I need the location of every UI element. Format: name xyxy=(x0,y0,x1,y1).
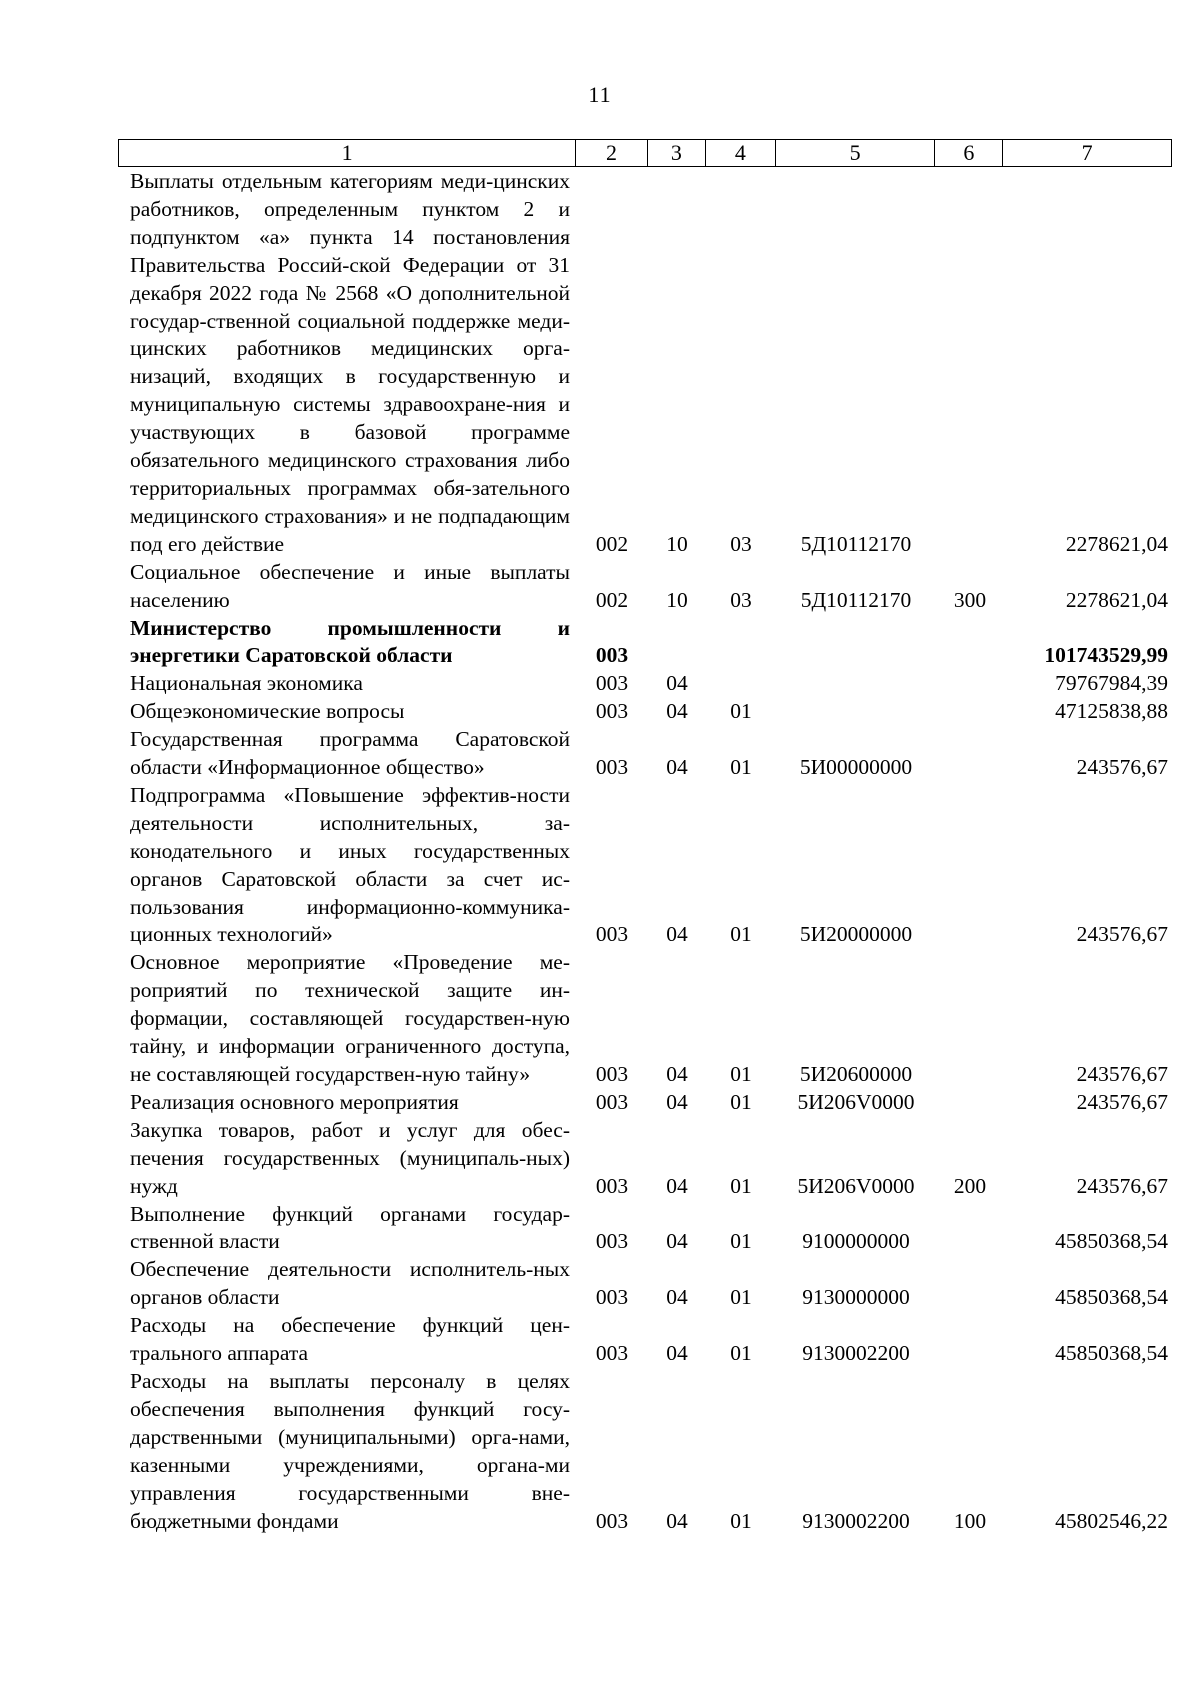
table-row xyxy=(118,1117,1172,1201)
header-col-1: 1 xyxy=(119,140,576,166)
row-col-3: 10 xyxy=(666,587,688,612)
header-col-5: 5 xyxy=(776,140,936,166)
row-col-2: 003 xyxy=(595,643,629,668)
table-header xyxy=(118,139,1172,167)
row-amount: 45802546,22 xyxy=(1055,1508,1168,1533)
row-col-2: 003 xyxy=(595,1229,629,1254)
row-col-5: 5И206V0000 xyxy=(797,1089,915,1114)
row-amount: 243576,67 xyxy=(1076,1173,1168,1198)
row-description: Выплаты отдельным категориям меди-цинских работников, определенным пунктом 2 и подпунктом «а» пункта 14 постановления Правительства Россий-ской Федерации от 31 декабря 2022 года № 2568 «О дополнительной государ-ственной социальной поддержке меди-цинских работников медицинских орга-низаций, входящих в государственную и муниципальную системы здравоохране-ния и участвующих в базовой программе обязательного медицинского страхования либо территориальных программах обя-зательного медицинского страхования» и не подпадающим под его действие xyxy=(130,169,570,556)
table-row xyxy=(118,1312,1172,1368)
row-description: Расходы на выплаты персоналу в целях обеспечения выполнения функций госу-дарственными (муниципальными) орга-нами, казенными учреждениями, органа-ми управления государственными вне-бюджетными фондами xyxy=(130,1368,570,1533)
row-col-3: 04 xyxy=(666,1508,688,1533)
row-col-4: 01 xyxy=(730,1229,752,1254)
row-col-4: 03 xyxy=(730,587,752,612)
row-amount: 45850368,54 xyxy=(1055,1341,1168,1366)
header-col-4: 4 xyxy=(706,140,776,166)
row-col-3: 04 xyxy=(666,1089,688,1114)
row-description: Реализация основного мероприятия xyxy=(130,1089,459,1114)
header-col-3: 3 xyxy=(648,140,706,166)
table-row xyxy=(118,698,1172,726)
row-col-2: 003 xyxy=(595,699,629,724)
row-col-3: 10 xyxy=(666,531,688,556)
row-description: Закупка товаров, работ и услуг для обес-печения государственных (муниципаль-ных) нужд xyxy=(130,1117,570,1198)
table-row xyxy=(118,615,1172,671)
row-description: Министерство промышленности и энергетики Саратовской области xyxy=(130,615,570,668)
table-row xyxy=(118,1368,1172,1535)
row-amount: 243576,67 xyxy=(1076,922,1168,947)
row-col-2: 002 xyxy=(595,587,629,612)
row-description: Основное мероприятие «Проведение ме-роприятий по технической защите ин-формации, составляющей государствен-ную тайну, и информации ограниченного доступа, не составляющей государствен-ную тайну» xyxy=(130,950,570,1086)
table-row xyxy=(118,1201,1172,1257)
row-col-4: 01 xyxy=(730,699,752,724)
row-amount: 2278621,04 xyxy=(1065,531,1168,556)
row-description: Расходы на обеспечение функций цен-трального аппарата xyxy=(130,1313,570,1366)
row-col-5: 9130002200 xyxy=(802,1341,910,1366)
table-row xyxy=(118,559,1172,615)
row-col-6: 300 xyxy=(953,587,987,612)
header-col-7: 7 xyxy=(1081,140,1093,165)
row-description: Общеэкономические вопросы xyxy=(130,699,405,724)
table-row xyxy=(118,1089,1172,1117)
row-description: Национальная экономика xyxy=(130,671,363,696)
row-col-4: 01 xyxy=(730,1285,752,1310)
row-col-4: 01 xyxy=(730,1089,752,1114)
row-col-2: 003 xyxy=(595,1341,629,1366)
row-col-3: 04 xyxy=(666,1173,688,1198)
row-col-2: 003 xyxy=(595,1173,629,1198)
row-col-5: 9130002200 xyxy=(802,1508,910,1533)
row-col-5: 5И206V0000 xyxy=(797,1173,915,1198)
row-amount: 45850368,54 xyxy=(1055,1285,1168,1310)
row-col-4: 01 xyxy=(730,1062,752,1086)
row-col-3: 04 xyxy=(666,1285,688,1310)
table-body xyxy=(118,168,1172,1535)
row-amount: 45850368,54 xyxy=(1055,1229,1168,1254)
row-col-5: 5Д10112170 xyxy=(800,531,912,556)
row-col-4: 03 xyxy=(730,531,752,556)
row-col-5: 5И20000000 xyxy=(799,922,913,947)
row-col-5: 9130000000 xyxy=(802,1285,910,1310)
table-row xyxy=(118,726,1172,782)
row-col-4: 01 xyxy=(730,755,752,780)
row-col-3: 04 xyxy=(666,922,688,947)
row-col-2: 003 xyxy=(595,671,629,696)
row-amount: 243576,67 xyxy=(1076,1089,1168,1114)
header-col-6: 6 xyxy=(935,140,1003,166)
row-col-2: 003 xyxy=(595,922,629,947)
row-description: Обеспечение деятельности исполнитель-ных органов области xyxy=(130,1257,570,1310)
row-description: Социальное обеспечение и иные выплаты населению xyxy=(130,559,570,612)
row-description: Подпрограмма «Повышение эффектив-ности деятельности исполнительных, за-конодательного и иных государственных органов Саратовской области за счет ис-пользования информационно-коммуника-ционных технологий» xyxy=(130,782,570,947)
table-row xyxy=(118,949,1172,1089)
table-row xyxy=(118,782,1172,949)
row-col-4: 01 xyxy=(730,1173,752,1198)
row-col-3: 04 xyxy=(666,699,688,724)
row-col-5: 5И20600000 xyxy=(799,1062,913,1086)
row-col-2: 003 xyxy=(595,1089,629,1114)
row-col-3: 04 xyxy=(666,1229,688,1254)
row-col-5: 5И00000000 xyxy=(799,755,913,780)
table-row xyxy=(118,670,1172,698)
row-col-2: 002 xyxy=(595,531,629,556)
row-amount: 101743529,99 xyxy=(1044,643,1168,668)
header-col-2: 2 xyxy=(576,140,648,166)
row-col-4: 01 xyxy=(730,1341,752,1366)
page-number: 11 xyxy=(588,82,612,107)
row-description: Выполнение функций органами государ-ственной власти xyxy=(130,1201,570,1254)
row-amount: 47125838,88 xyxy=(1055,699,1168,724)
row-col-2: 003 xyxy=(595,1285,629,1310)
row-description: Государственная программа Саратовской области «Информационное общество» xyxy=(130,727,570,780)
row-col-6: 200 xyxy=(953,1173,987,1198)
row-col-3: 04 xyxy=(666,1341,688,1366)
row-col-4: 01 xyxy=(730,1508,752,1533)
row-col-4: 01 xyxy=(730,922,752,947)
row-amount: 243576,67 xyxy=(1076,1062,1168,1086)
row-col-5: 9100000000 xyxy=(802,1229,910,1254)
row-col-3: 04 xyxy=(666,755,688,780)
row-amount: 2278621,04 xyxy=(1065,587,1168,612)
row-col-3: 04 xyxy=(666,1062,688,1086)
row-amount: 79767984,39 xyxy=(1055,671,1168,696)
row-amount: 243576,67 xyxy=(1076,755,1168,780)
row-col-2: 003 xyxy=(595,1062,629,1086)
row-col-5: 5Д10112170 xyxy=(800,587,912,612)
table-row xyxy=(118,168,1172,559)
row-col-2: 003 xyxy=(595,1508,629,1533)
row-col-2: 003 xyxy=(595,755,629,780)
table-row xyxy=(118,1256,1172,1312)
row-col-6: 100 xyxy=(953,1508,987,1533)
row-col-3: 04 xyxy=(666,671,688,696)
